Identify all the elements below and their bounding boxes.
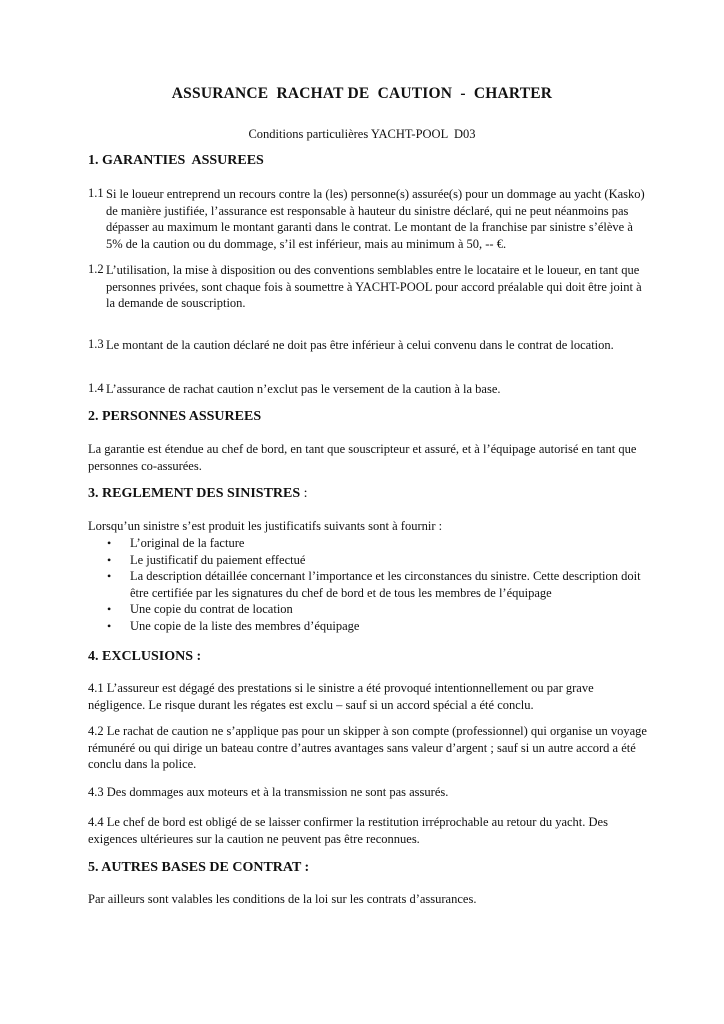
section-3-heading: [88, 486, 308, 502]
document-title: ASSURANCE RACHAT DE CAUTION - CHARTER: [171, 85, 553, 102]
list-item: [88, 535, 648, 552]
section-1-heading: 1. GARANTIES ASSUREES: [88, 153, 264, 168]
clause-1-4-text: L’assurance de rachat caution n’exclut pas le versement de la caution à la base.: [106, 382, 501, 396]
clause-1-3-text: Le montant de la caution déclaré ne doit pas être inférieur à celui convenu dans le contrat de location.: [106, 338, 614, 352]
bullet-icon: •: [107, 536, 112, 550]
list-item: [88, 601, 648, 618]
section-5-paragraph: Par ailleurs sont valables les conditions de la loi sur les contrats d’assurances.: [88, 892, 477, 906]
section-5-heading: 5. AUTRES BASES DE CONTRAT :: [88, 860, 310, 875]
exclusion-4-2: 4.2 Le rachat de caution ne s’applique pas pour un skipper à son compte (professionnel) qui organise un voyage rémunéré ou qui dirige un bateau contre d’autres avantages sans valeur d’argent ; sauf si un autre accord a été conclu dans la police.: [88, 724, 647, 771]
section-4-heading: 4. EXCLUSIONS :: [88, 649, 202, 664]
clause-1-1-text: Si le loueur entreprend un recours contre la (les) personne(s) assurée(s) pour un dommage au yacht (Kasko) de manière justifiée, l’assurance est responsable à hauteur du sinistre déclaré, qui ne peut néanmoins pas dépasser au maximum le montant garanti dans le contrat. Le montant de la franchise par sinistre s’élève à 5% de la caution ou du dommage, s’il est inférieur, mais au minimum à 50, -- €.: [106, 187, 645, 251]
section-3-heading-colon: :: [300, 486, 308, 501]
list-item-text: L’original de la facture: [130, 536, 245, 550]
list-item-text: Une copie de la liste des membres d’équipage: [130, 618, 360, 633]
bullet-icon: •: [107, 618, 112, 633]
exclusion-4-1: 4.1 L’assureur est dégagé des prestations si le sinistre a été provoqué intentionnellement ou par grave négligence. Le risque durant les régates est exclu – sauf si un accord spécial a été conclu.: [88, 681, 594, 712]
bullet-icon: •: [107, 569, 112, 583]
list-item: [88, 618, 648, 635]
exclusion-4-4: 4.4 Le chef de bord est obligé de se laisser confirmer la restitution irréprochable au retour du yacht. Des exigences ultérieures sur la caution ne peuvent pas être reconnues.: [88, 815, 608, 846]
section-2-heading: 2. PERSONNES ASSUREES: [88, 409, 262, 424]
list-item: [88, 568, 648, 601]
section-3-intro: Lorsqu’un sinistre s’est produit les justificatifs suivants sont à fournir :: [88, 519, 443, 533]
list-item-text: Le justificatif du paiement effectué: [130, 552, 306, 567]
document-subtitle: Conditions particulières YACHT-POOL D03: [248, 127, 476, 141]
list-item: [88, 552, 648, 569]
bullet-icon: •: [107, 552, 112, 567]
section-2-paragraph: La garantie est étendue au chef de bord, en tant que souscripteur et assuré, et à l’équipage autorisé en tant que personnes co-assurées.: [88, 442, 637, 473]
bullet-icon: •: [107, 602, 112, 616]
clause-1-3-number: 1.3: [88, 337, 104, 351]
supporting-documents-list: [88, 535, 648, 634]
list-item-text: Une copie du contrat de location: [130, 602, 293, 616]
clause-1-2-number: 1.2: [88, 262, 104, 276]
clause-1-4-number: 1.4: [88, 381, 104, 395]
exclusion-4-3: 4.3 Des dommages aux moteurs et à la transmission ne sont pas assurés.: [88, 785, 449, 799]
section-3-heading-text: 3. REGLEMENT DES SINISTRES: [88, 486, 301, 501]
list-item-text: La description détaillée concernant l’importance et les circonstances du sinistre. Cette description doit être certifiée par les signatures du chef de bord et de tous les membres de l’équipage: [130, 569, 641, 600]
clause-1-2-text: L’utilisation, la mise à disposition ou des conventions semblables entre le locataire et le loueur, en tant que personnes privées, sont chaque fois à soumettre à YACHT-POOL pour accord préalable qui doit être joint à la demande de souscription.: [106, 263, 642, 310]
clause-1-1-number: 1.1: [88, 186, 104, 200]
